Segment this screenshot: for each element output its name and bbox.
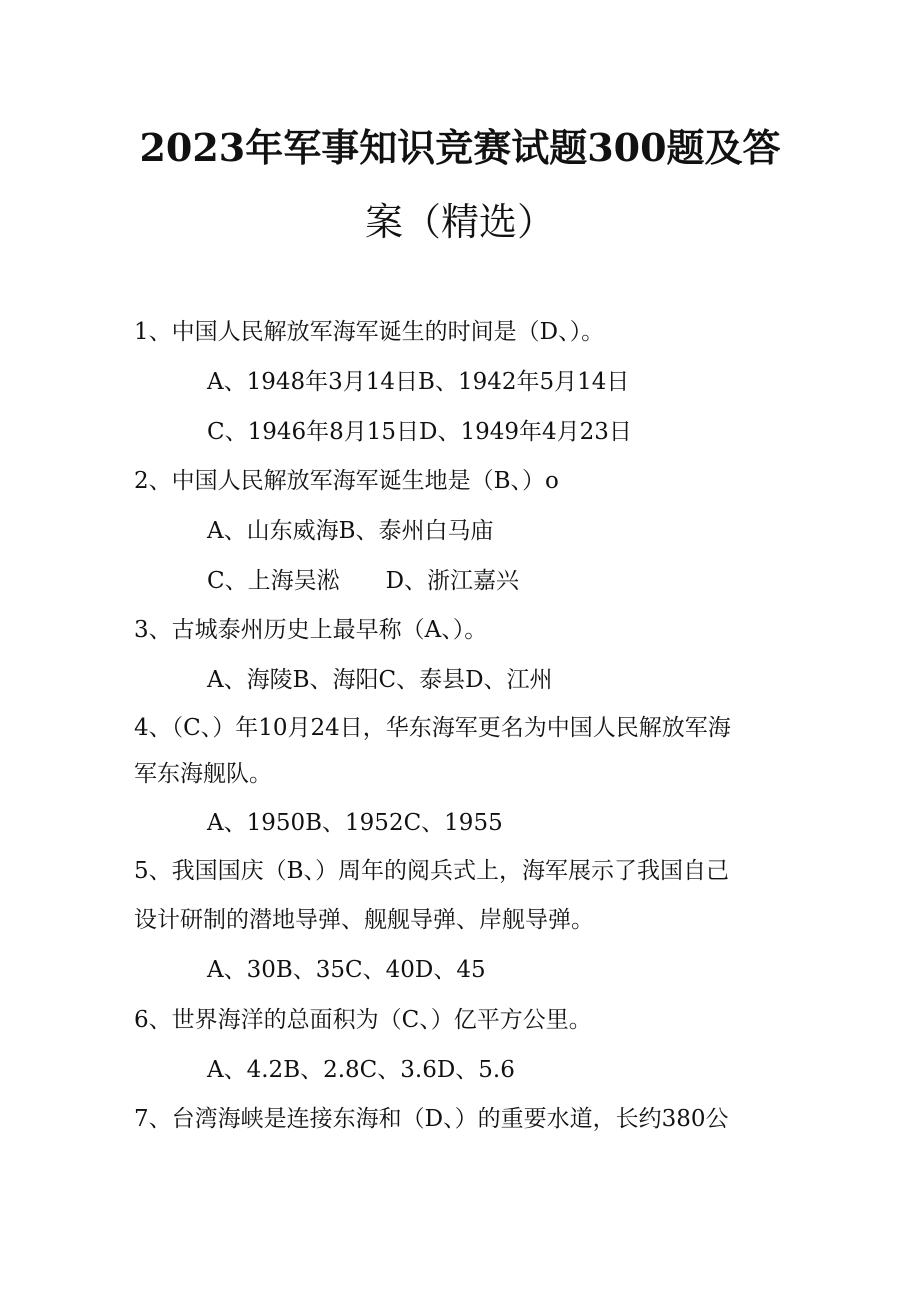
question-1-options-c-d: C、1946年8月15日D、1949年4月23日: [207, 419, 632, 445]
question-6-options: A、4.2B、2.8C、3.6D、5.6: [207, 1057, 515, 1083]
document-title-line-1: 2023年军事知识竞赛试题300题及答: [139, 125, 781, 170]
question-2-options-a-b: A、山东威海B、泰州白马庙: [207, 518, 494, 544]
question-1: 1、中国人民解放军海军诞生的时间是（D、）。: [134, 319, 605, 345]
document-title-line-2: 案（精选）: [364, 200, 555, 244]
question-2: 2、中国人民解放军海军诞生地是（B、）o: [134, 468, 559, 494]
question-1-options-a-b: A、1948年3月14日B、1942年5月14日: [207, 369, 630, 395]
question-2-options-c-d: C、上海吴淞 D、浙江嘉兴: [207, 568, 520, 594]
question-3: 3、古城泰州历史上最早称（A、）。: [134, 617, 488, 643]
question-5-options: A、30B、35C、40D、45: [207, 957, 486, 983]
question-5-line-1: 5、我国国庆（B、）周年的阅兵式上，海军展示了我国自己: [134, 858, 730, 884]
question-3-options: A、海陵B、海阳C、泰县D、江州: [207, 667, 553, 693]
question-6: 6、世界海洋的总面积为（C、）亿平方公里。: [134, 1007, 592, 1033]
question-7-line-1: 7、台湾海峡是连接东海和（D、）的重要水道，长约380公: [134, 1106, 729, 1132]
question-4-line-1: 4、（C、）年10月24日，华东海军更名为中国人民解放军海: [134, 715, 731, 741]
question-4-options: A、1950B、1952C、1955: [207, 810, 503, 836]
question-5-line-2: 设计研制的潜地导弹、舰舰导弹、岸舰导弹。: [134, 907, 594, 933]
question-4-line-2: 军东海舰队。: [134, 761, 272, 787]
